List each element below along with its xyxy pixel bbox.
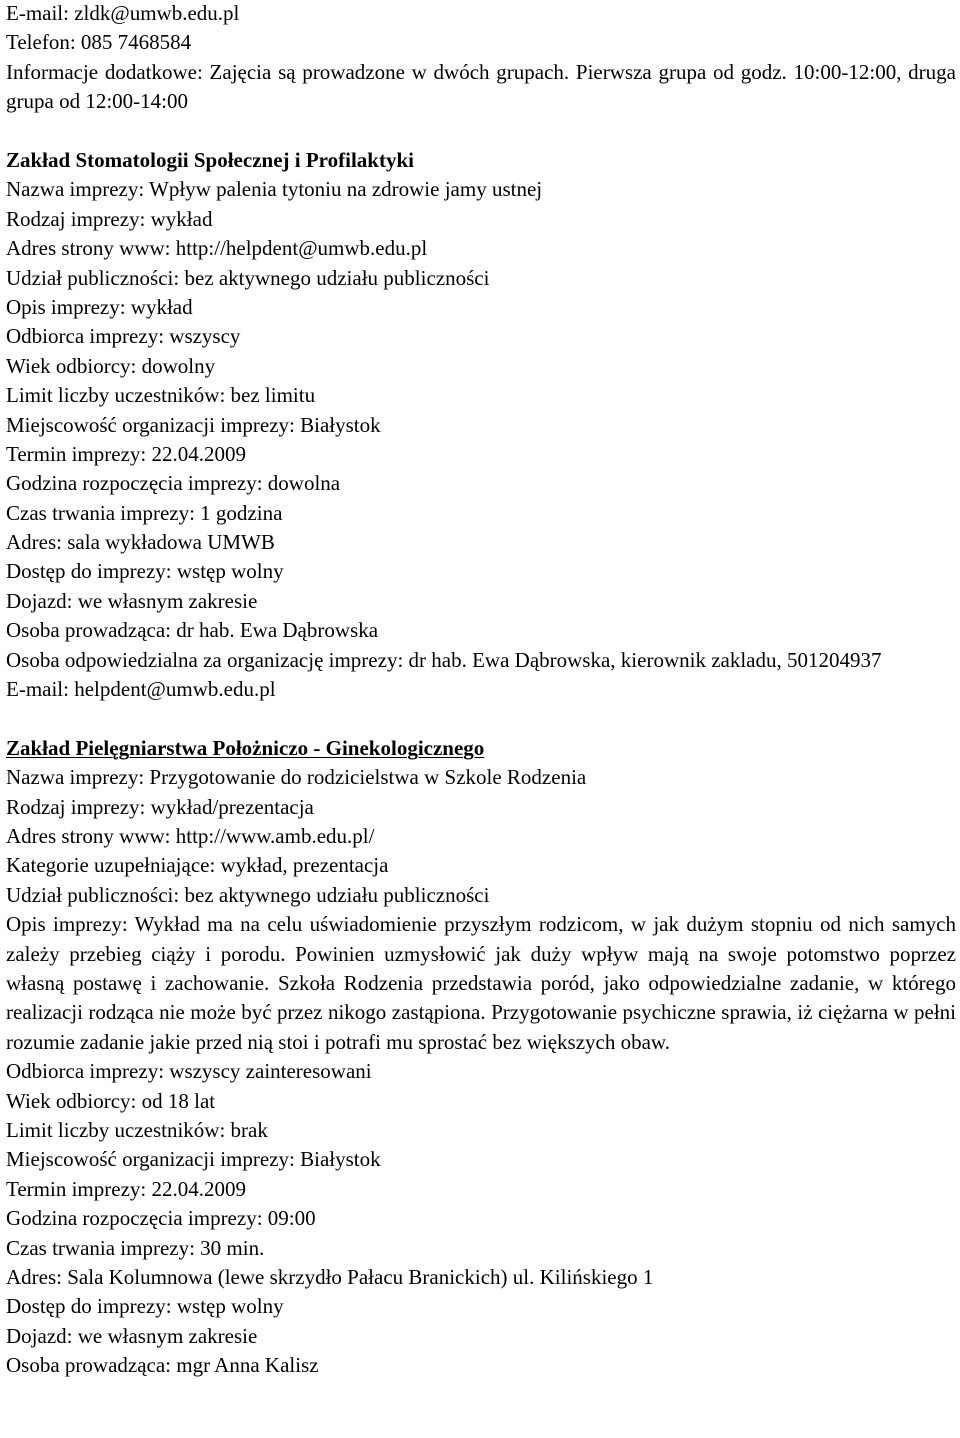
event-field: Wiek odbiorcy: dowolny (6, 353, 216, 378)
section-gap (6, 704, 956, 733)
additional-info: Informacje dodatkowe: Zajęcia są prowadzone w dwóch grupach. Pierwsza grupa od godz. 10:00-12:00, druga grupa od 12:00-14:00 (6, 59, 956, 114)
event-field: Termin imprezy: 22.04.2009 (6, 1176, 246, 1201)
section-dental-prevention (6, 146, 956, 704)
event-field: Czas trwania imprezy: 1 godzina (6, 500, 283, 525)
event-field: Kategorie uzupełniające: wykład, prezentacja (6, 853, 389, 878)
event-field: Nazwa imprezy: Przygotowanie do rodzicielstwa w Szkole Rodzenia (6, 765, 587, 790)
section-obstetric-nursing (6, 734, 956, 1381)
event-field: Czas trwania imprezy: 30 min. (6, 1235, 265, 1260)
document-page (6, 0, 956, 1380)
contact-phone: Telefon: 085 7468584 (6, 30, 192, 55)
event-field: Adres strony www: http://www.amb.edu.pl/ (6, 823, 375, 848)
event-field: Godzina rozpoczęcia imprezy: 09:00 (6, 1206, 316, 1231)
event-field: Nazwa imprezy: Wpływ palenia tytoniu na zdrowie jamy ustnej (6, 177, 543, 202)
event-field: Udział publiczności: bez aktywnego udziału publiczności (6, 882, 490, 907)
event-field: Termin imprezy: 22.04.2009 (6, 441, 246, 466)
event-field: Miejscowość organizacji imprezy: Białystok (6, 412, 381, 437)
event-field: Dostęp do imprezy: wstęp wolny (6, 559, 284, 584)
section-gap (6, 117, 956, 146)
contact-email: E-mail: helpdent@umwb.edu.pl (6, 677, 276, 702)
event-field: Udział publiczności: bez aktywnego udziału publiczności (6, 265, 490, 290)
event-field: Odbiorca imprezy: wszyscy (6, 324, 241, 349)
event-field: Godzina rozpoczęcia imprezy: dowolna (6, 471, 341, 496)
event-field: Odbiorca imprezy: wszyscy zainteresowani (6, 1059, 372, 1084)
event-field: Limit liczby uczestników: brak (6, 1117, 268, 1142)
responsible-person: Osoba odpowiedzialna za organizację imprezy: dr hab. Ewa Dąbrowska, kierownik zakladu, 501204937 (6, 647, 882, 672)
event-field: Osoba prowadząca: dr hab. Ewa Dąbrowska (6, 618, 379, 643)
event-field: Adres strony www: http://helpdent@umwb.edu.pl (6, 236, 428, 261)
event-field: Rodzaj imprezy: wykład/prezentacja (6, 794, 314, 819)
event-field: Adres: sala wykładowa UMWB (6, 530, 275, 555)
event-field: Limit liczby uczestników: bez limitu (6, 383, 316, 408)
section-heading: Zakład Stomatologii Społecznej i Profilaktyki (6, 147, 414, 172)
event-field: Rodzaj imprezy: wykład (6, 206, 213, 231)
event-description: Opis imprezy: Wykład ma na celu uświadomienie przyszłym rodzicom, w jak dużym stopniu od nich samych zależy przebieg ciąży i porodu. Powinien uzmysłowić jak duży wpływ mają na swoje potomstwo poprzez własną postawę i zachowanie. Szkoła Rodzenia przedstawia poród, jako odpowiedzialne zadanie, w którego realizacji rodząca nie może być przez nikogo zastąpiona. Przygotowanie psychiczne sprawia, iż ciężarna w pełni rozumie zadanie jakie przed nią stoi i potrafi mu sprostać bez większych obaw. (6, 912, 956, 1054)
event-field: Wiek odbiorcy: od 18 lat (6, 1088, 216, 1113)
section-heading: Zakład Pielęgniarstwa Położniczo - Ginekologicznego (6, 735, 485, 760)
event-field: Dojazd: we własnym zakresie (6, 1323, 258, 1348)
contact-email: E-mail: zldk@umwb.edu.pl (6, 1, 240, 25)
event-field: Dojazd: we własnym zakresie (6, 588, 258, 613)
event-field: Miejscowość organizacji imprezy: Białystok (6, 1147, 381, 1172)
event-field: Dostęp do imprezy: wstęp wolny (6, 1294, 284, 1319)
event-field: Osoba prowadząca: mgr Anna Kalisz (6, 1353, 319, 1378)
event-field: Adres: Sala Kolumnowa (lewe skrzydło Pałacu Branickich) ul. Kilińskiego 1 (6, 1264, 654, 1289)
event-field: Opis imprezy: wykład (6, 294, 193, 319)
